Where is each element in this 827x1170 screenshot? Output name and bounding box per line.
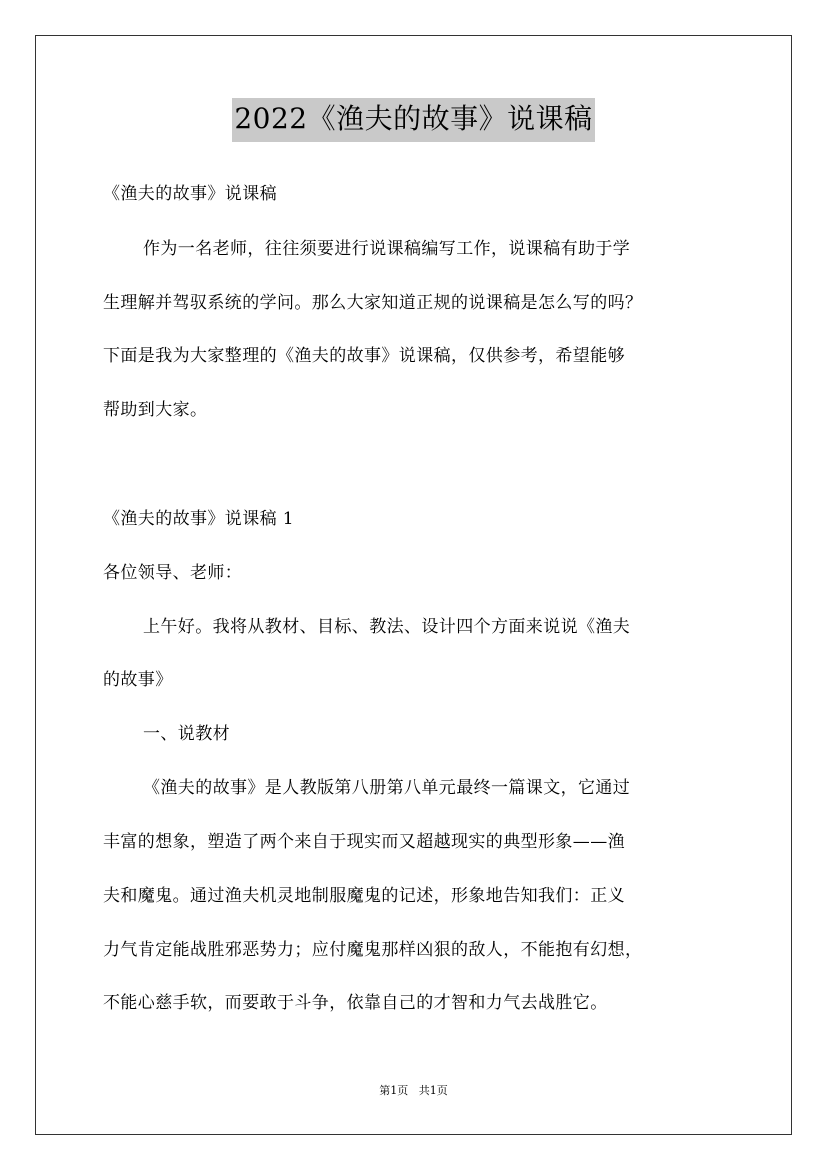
section-heading: 一、说教材: [143, 724, 230, 744]
paragraph-line: 丰富的想象，塑造了两个来自于现实而又超越现实的典型形象——渔: [103, 832, 625, 852]
paragraph-line: 《渔夫的故事》是人教版第八册第八单元最终一篇课文，它通过: [143, 778, 631, 798]
paragraph-line: 生理解并驾驭系统的学问。那么大家知道正规的说课稿是怎么写的吗？: [103, 293, 643, 313]
subtitle-line: 《渔夫的故事》说课稿: [103, 184, 277, 204]
paragraph-line: 力气肯定能战胜邪恶势力；应付魔鬼那样凶狠的敌人，不能抱有幻想，: [103, 940, 643, 960]
page-total: 共1页: [418, 1084, 448, 1097]
paragraph-line: 夫和魔鬼。通过渔夫机灵地制服魔鬼的记述，形象地告知我们：正义: [103, 886, 625, 906]
page-footer: [0, 1083, 827, 1099]
document-title-wrap: [0, 98, 827, 142]
page-number: 第1页: [379, 1084, 409, 1097]
salutation: 各位领导、老师：: [103, 563, 243, 583]
paragraph-line: 的故事》: [103, 670, 173, 690]
paragraph-line: 帮助到大家。: [103, 400, 208, 420]
section-heading: 《渔夫的故事》说课稿 1: [103, 509, 295, 529]
paragraph-line: 不能心慈手软，而要敢于斗争，依靠自己的才智和力气去战胜它。: [103, 993, 608, 1013]
paragraph-line: 上午好。我将从教材、目标、教法、设计四个方面来说说《渔夫: [143, 617, 631, 637]
paragraph-line: 作为一名老师，往往须要进行说课稿编写工作，说课稿有助于学: [143, 239, 631, 259]
document-title: 2022《渔夫的故事》说课稿: [232, 98, 594, 142]
paragraph-line: 下面是我为大家整理的《渔夫的故事》说课稿，仅供参考，希望能够: [103, 346, 625, 366]
